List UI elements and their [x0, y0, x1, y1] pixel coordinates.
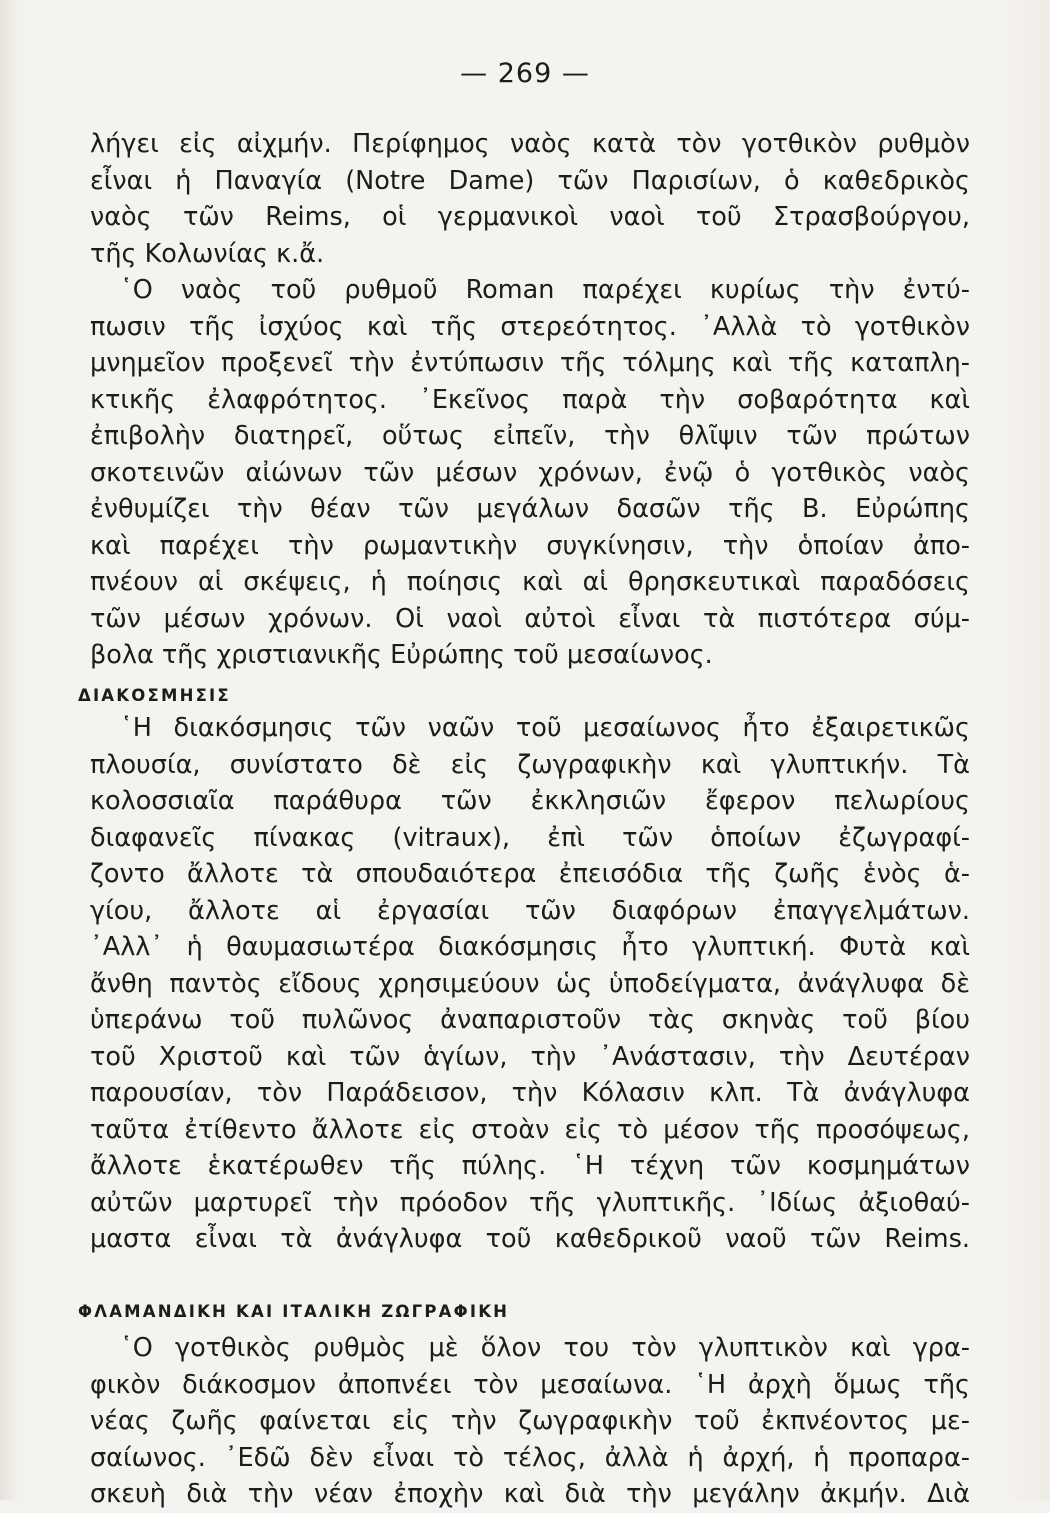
- text-line: ζοντο ἄλλοτε τὰ σπουδαιότερα ἐπεισόδια τῆς ζωῆς ἑνὸς ἁ-: [90, 859, 970, 889]
- text-line: ἐνθυμίζει τὴν θέαν τῶν μεγάλων δασῶν τῆς Β. Εὐρώπης: [90, 494, 970, 524]
- page-number: — 269 —: [460, 58, 590, 89]
- text-line: αὐτῶν μαρτυρεῖ τὴν πρόοδον τῆς γλυπτικῆς. ᾿Ιδίως ἀξιοθαύ-: [90, 1187, 970, 1218]
- text-line: ναὸς τῶν Reims, οἱ γερμανικοὶ ναοὶ τοῦ Στρασβούργου,: [90, 202, 970, 232]
- text-line: κολοσσιαῖα παράθυρα τῶν ἐκκλησιῶν ἔφερον πελωρίους: [90, 786, 970, 816]
- text-line: ἄνθη παντὸς εἴδους χρησιμεύουν ὡς ὑποδείγματα, ἀνάγλυφα δὲ: [90, 968, 970, 999]
- text-line: ἐπιβολὴν διατηρεῖ, οὕτως εἰπεῖν, τὴν θλῖψιν τῶν πρώτων: [90, 421, 970, 451]
- text-line: γίου, ἄλλοτε αἱ ἐργασίαι τῶν διαφόρων ἐπαγγελμάτων.: [90, 895, 970, 926]
- text-line: διαφανεῖς πίνακας (vitraux), ἐπὶ τῶν ὁποίων ἐζωγραφί-: [90, 822, 970, 853]
- text-line: μνημεῖον προξενεῖ τὴν ἐντύπωσιν τῆς τόλμης καὶ τῆς καταπλη-: [90, 348, 970, 378]
- text-line: σκοτεινῶν αἰώνων τῶν μέσων χρόνων, ἐνῷ ὁ γοτθικὸς ναὸς: [90, 457, 970, 488]
- text-line: μαστα εἶναι τὰ ἀνάγλυφα τοῦ καθεδρικοῦ ναοῦ τῶν Reims.: [90, 1224, 970, 1254]
- paragraph-gothic-style: [90, 126, 970, 674]
- text-line: σαίωνος. ᾿Εδῶ δὲν εἶναι τὸ τέλος, ἀλλὰ ἡ ἀρχή, ἡ προπαρα-: [90, 1442, 970, 1473]
- text-line: φικὸν διάκοσμον ἀποπνέει τὸν μεσαίωνα. ῾Η ἀρχὴ ὅμως τῆς: [90, 1369, 970, 1400]
- text-line: ὑπεράνω τοῦ πυλῶνος ἀναπαριστοῦν τὰς σκηνὰς τοῦ βίου: [90, 1005, 970, 1035]
- text-line: ῾Ο ναὸς τοῦ ρυθμοῦ Roman παρέχει κυρίως τὴν ἐντύ-: [120, 275, 970, 305]
- text-line: πνέουν αἱ σκέψεις, ἡ ποίησις καὶ αἱ θρησκευτικαὶ παραδόσεις: [90, 567, 970, 597]
- text-line: καὶ παρέχει τὴν ρωμαντικὴν συγκίνησιν, τὴν ὁποίαν ἀπο-: [90, 530, 970, 561]
- text-line: πωσιν τῆς ἰσχύος καὶ τῆς στερεότητος. ᾿Αλλὰ τὸ γοτθικὸν: [90, 311, 970, 342]
- text-line: ἄλλοτε ἑκατέρωθεν τῆς πύλης. ῾Η τέχνη τῶν κοσμημάτων: [90, 1151, 970, 1181]
- text-line: τοῦ Χριστοῦ καὶ τῶν ἁγίων, τὴν ᾿Ανάστασιν, τὴν Δευτέραν: [90, 1041, 970, 1072]
- text-line: ταῦτα ἐτίθεντο ἄλλοτε εἰς στοὰν εἰς τὸ μέσον τῆς προσόψεως,: [90, 1114, 970, 1145]
- section-heading-decoration: ΔΙΑΚΟΣΜΗΣΙΣ: [78, 686, 231, 705]
- paragraph-decoration: [90, 710, 970, 1258]
- text-line: εἶναι ἡ Παναγία (Notre Dame) τῶν Παρισίων, ὁ καθεδρικὸς: [90, 165, 970, 196]
- text-line: τῆς Κολωνίας κ.ἄ.: [90, 238, 325, 269]
- text-line: νέας ζωῆς φαίνεται εἰς τὴν ζωγραφικὴν τοῦ ἐκπνέοντος με-: [90, 1406, 970, 1436]
- text-line: βολα τῆς χριστιανικῆς Εὐρώπης τοῦ μεσαίωνος.: [90, 640, 713, 670]
- paragraph-painting: [90, 1330, 970, 1513]
- text-line: πλουσία, συνίστατο δὲ εἰς ζωγραφικὴν καὶ γλυπτικήν. Τὰ: [90, 749, 970, 780]
- text-line: ᾿Αλλ᾿ ἡ θαυμασιωτέρα διακόσμησις ἦτο γλυπτική. Φυτὰ καὶ: [90, 932, 970, 962]
- text-line: ῾Η διακόσμησις τῶν ναῶν τοῦ μεσαίωνος ἦτο ἐξαιρετικῶς: [120, 713, 970, 743]
- text-line: παρουσίαν, τὸν Παράδεισον, τὴν Κόλασιν κλπ. Τὰ ἀνάγλυφα: [90, 1078, 970, 1108]
- section-heading-painting: ΦΛΑΜΑΝΔΙΚΗ ΚΑΙ ΙΤΑΛΙΚΗ ΖΩΓΡΑΦΙΚΗ: [78, 1302, 510, 1321]
- text-line: λήγει εἰς αἰχμήν. Περίφημος ναὸς κατὰ τὸν γοτθικὸν ρυθμὸν: [90, 129, 970, 159]
- text-line: κτικῆς ἐλαφρότητος. ᾿Εκεῖνος παρὰ τὴν σοβαρότητα καὶ: [90, 384, 970, 415]
- text-line: σκευὴ διὰ τὴν νέαν ἐποχὴν καὶ διὰ τὴν μεγάλην ἀκμήν. Διὰ: [90, 1479, 970, 1509]
- text-line: ῾Ο γοτθικὸς ρυθμὸς μὲ ὅλον του τὸν γλυπτικὸν καὶ γρα-: [120, 1333, 970, 1363]
- text-line: τῶν μέσων χρόνων. Οἱ ναοὶ αὐτοὶ εἶναι τὰ πιστότερα σύμ-: [90, 603, 970, 634]
